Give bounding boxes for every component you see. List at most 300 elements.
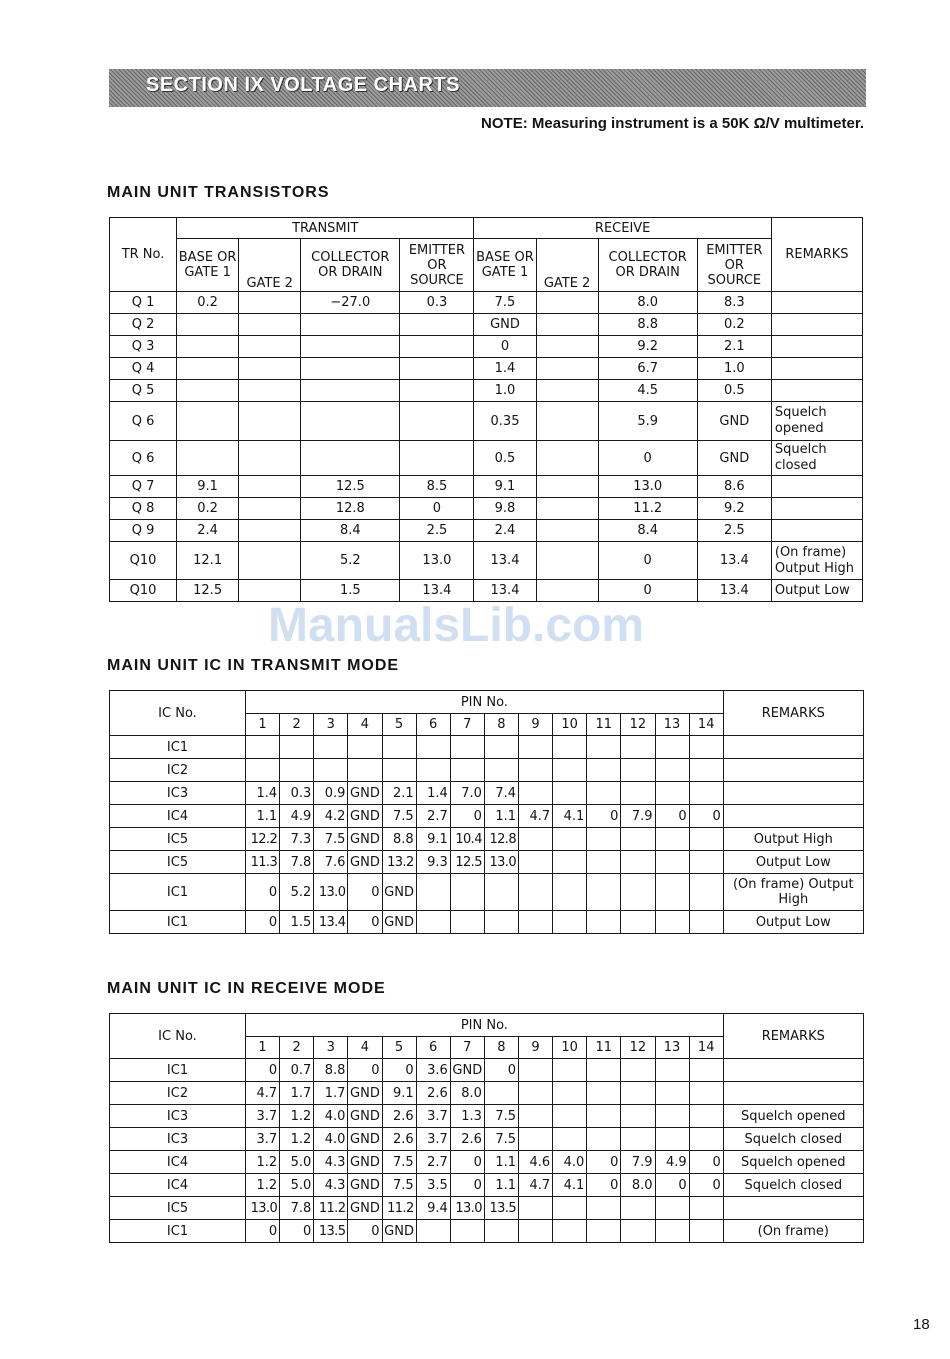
pin-voltage-cell: [587, 828, 621, 851]
transistor-table: [109, 217, 863, 602]
pin-voltage-cell: [348, 736, 382, 759]
table-row: [110, 828, 864, 851]
col-base-receive: BASE OR GATE 1: [474, 239, 536, 292]
remarks-cell: [771, 520, 862, 542]
ic-no-cell: IC5: [110, 851, 246, 874]
pin-voltage-cell: [655, 1220, 689, 1243]
pin-voltage-cell: 4.6: [519, 1151, 553, 1174]
transmit-cell: [177, 358, 239, 380]
pin-voltage-cell: 13.0: [450, 1197, 484, 1220]
transmit-cell: 12.5: [177, 580, 239, 602]
transmit-cell: [301, 441, 400, 476]
pin-voltage-cell: 0: [280, 1220, 314, 1243]
pin-voltage-cell: 9.4: [416, 1197, 450, 1220]
table-row: [110, 874, 864, 911]
pin-voltage-cell: 9.3: [416, 851, 450, 874]
transmit-cell: [177, 336, 239, 358]
pin-voltage-cell: 12.2: [246, 828, 280, 851]
pin-voltage-cell: [519, 759, 553, 782]
receive-cell: GND: [697, 441, 771, 476]
remarks-cell: [771, 380, 862, 402]
pin-voltage-cell: [587, 1105, 621, 1128]
pin-voltage-cell: [655, 1197, 689, 1220]
pin-voltage-cell: [416, 1220, 450, 1243]
pin-voltage-cell: 11.2: [314, 1197, 348, 1220]
remarks-cell: [771, 292, 862, 314]
table-row: [110, 1105, 864, 1128]
pin-voltage-cell: [655, 828, 689, 851]
pin-voltage-cell: 7.5: [382, 805, 416, 828]
ic-receive-table: [109, 1013, 864, 1243]
receive-cell: [536, 402, 598, 441]
receive-cell: 13.4: [697, 542, 771, 580]
remarks-cell: [723, 1197, 863, 1220]
pin-voltage-cell: [484, 736, 518, 759]
receive-cell: [536, 520, 598, 542]
pin-voltage-cell: 13.0: [314, 874, 348, 911]
transmit-cell: 9.1: [177, 476, 239, 498]
receive-cell: 9.1: [474, 476, 536, 498]
pin-voltage-cell: [314, 736, 348, 759]
tr-no-cell: Q10: [110, 580, 177, 602]
table-row: [110, 476, 863, 498]
pin-voltage-cell: [689, 1105, 723, 1128]
pin-voltage-cell: [314, 759, 348, 782]
pin-voltage-cell: [655, 782, 689, 805]
pin-voltage-cell: [553, 1082, 587, 1105]
transmit-cell: [177, 314, 239, 336]
pin-voltage-cell: 0: [655, 805, 689, 828]
pin-voltage-cell: 7.0: [450, 782, 484, 805]
receive-cell: 1.0: [697, 358, 771, 380]
pin-number: 8: [484, 714, 518, 736]
transmit-cell: [400, 358, 474, 380]
pin-voltage-cell: 8.8: [382, 828, 416, 851]
receive-cell: [536, 292, 598, 314]
pin-number: 9: [519, 714, 553, 736]
table-row: [110, 1197, 864, 1220]
pin-voltage-cell: [655, 1128, 689, 1151]
table-row: [110, 782, 864, 805]
transmit-cell: [301, 314, 400, 336]
pin-voltage-cell: 4.1: [553, 805, 587, 828]
ic-no-cell: IC1: [110, 1220, 246, 1243]
col-gate2-transmit: GATE 2: [239, 239, 301, 292]
pin-voltage-cell: [553, 1059, 587, 1082]
pin-voltage-cell: 0: [246, 1220, 280, 1243]
transmit-cell: 1.5: [301, 580, 400, 602]
pin-voltage-cell: [553, 736, 587, 759]
tr-no-cell: Q10: [110, 542, 177, 580]
pin-voltage-cell: 13.0: [246, 1197, 280, 1220]
pin-voltage-cell: [553, 851, 587, 874]
pin-voltage-cell: 10.4: [450, 828, 484, 851]
remarks-cell: [771, 476, 862, 498]
pin-number: 1: [246, 714, 280, 736]
remarks-cell: [771, 498, 862, 520]
table-row: [110, 380, 863, 402]
receive-cell: GND: [697, 402, 771, 441]
table-row: [110, 336, 863, 358]
transmit-cell: [239, 402, 301, 441]
table-row: [110, 1220, 864, 1243]
pin-voltage-cell: [484, 1220, 518, 1243]
tr-no-cell: Q 8: [110, 498, 177, 520]
remarks-cell: [723, 736, 863, 759]
pin-voltage-cell: 1.7: [280, 1082, 314, 1105]
pin-voltage-cell: 3.6: [416, 1059, 450, 1082]
ic-no-cell: IC3: [110, 1105, 246, 1128]
receive-cell: [536, 336, 598, 358]
remarks-cell: [723, 1059, 863, 1082]
pin-voltage-cell: 11.2: [382, 1197, 416, 1220]
pin-voltage-cell: [416, 736, 450, 759]
pin-voltage-cell: 7.9: [621, 1151, 655, 1174]
remarks-cell: Output Low: [723, 911, 863, 934]
tr-no-cell: Q 4: [110, 358, 177, 380]
pin-voltage-cell: [655, 911, 689, 934]
header-row: [110, 1014, 864, 1037]
receive-cell: [536, 542, 598, 580]
receive-cell: 11.2: [598, 498, 697, 520]
transmit-cell: 2.5: [400, 520, 474, 542]
pin-voltage-cell: 8.0: [450, 1082, 484, 1105]
transmit-cell: [400, 402, 474, 441]
pin-voltage-cell: 1.7: [314, 1082, 348, 1105]
pin-voltage-cell: 7.5: [314, 828, 348, 851]
tr-no-cell: Q 6: [110, 402, 177, 441]
transmit-cell: [301, 402, 400, 441]
pin-number: 6: [416, 1037, 450, 1059]
ic-no-header: IC No.: [110, 1014, 246, 1059]
pin-voltage-cell: 2.1: [382, 782, 416, 805]
pin-voltage-cell: [519, 782, 553, 805]
pin-voltage-cell: [621, 1220, 655, 1243]
remarks-cell: Squelch opened: [723, 1151, 863, 1174]
section-banner: [109, 69, 866, 107]
pin-voltage-cell: [689, 1220, 723, 1243]
pin-number: 11: [587, 1037, 621, 1059]
pin-voltage-cell: 5.2: [280, 874, 314, 911]
pin-voltage-cell: [621, 828, 655, 851]
pin-voltage-cell: 3.7: [416, 1105, 450, 1128]
pin-voltage-cell: 0: [348, 874, 382, 911]
pin-number: 4: [348, 714, 382, 736]
pin-voltage-cell: 5.0: [280, 1174, 314, 1197]
pin-voltage-cell: [689, 851, 723, 874]
page-number: 18: [913, 1316, 930, 1333]
pin-voltage-cell: [382, 759, 416, 782]
pin-voltage-cell: 2.6: [382, 1105, 416, 1128]
pin-voltage-cell: [450, 1220, 484, 1243]
pin-voltage-cell: [553, 759, 587, 782]
pin-voltage-cell: [587, 1082, 621, 1105]
transmit-cell: [239, 358, 301, 380]
tr-no-cell: Q 7: [110, 476, 177, 498]
pin-voltage-cell: 0: [246, 911, 280, 934]
ic-no-cell: IC3: [110, 782, 246, 805]
pin-voltage-cell: [553, 1220, 587, 1243]
transmit-cell: [177, 380, 239, 402]
pin-voltage-cell: [587, 911, 621, 934]
receive-cell: 6.7: [598, 358, 697, 380]
ic-no-cell: IC1: [110, 911, 246, 934]
pin-voltage-cell: 7.4: [484, 782, 518, 805]
pin-voltage-cell: 1.5: [280, 911, 314, 934]
pin-voltage-cell: GND: [348, 805, 382, 828]
pin-voltage-cell: 0: [348, 1059, 382, 1082]
measurement-note: NOTE: Measuring instrument is a 50K Ω/V multimeter.: [481, 115, 864, 132]
pin-voltage-cell: [689, 1082, 723, 1105]
ic-no-cell: IC3: [110, 1128, 246, 1151]
receive-cell: [536, 314, 598, 336]
ic-no-cell: IC2: [110, 1082, 246, 1105]
table-row: [110, 759, 864, 782]
pin-voltage-cell: 1.1: [484, 805, 518, 828]
transmit-cell: [239, 520, 301, 542]
pin-number: 11: [587, 714, 621, 736]
pin-voltage-cell: [621, 911, 655, 934]
pin-voltage-cell: GND: [348, 1174, 382, 1197]
pin-number: 13: [655, 1037, 689, 1059]
pin-voltage-cell: 0: [587, 1174, 621, 1197]
pin-voltage-cell: [587, 1197, 621, 1220]
receive-cell: [536, 498, 598, 520]
pin-voltage-cell: [621, 1197, 655, 1220]
pin-voltage-cell: 11.3: [246, 851, 280, 874]
pin-voltage-cell: 5.0: [280, 1151, 314, 1174]
table-row: [110, 542, 863, 580]
transmit-cell: 8.5: [400, 476, 474, 498]
pin-voltage-cell: 4.9: [280, 805, 314, 828]
pin-voltage-cell: 0: [450, 1151, 484, 1174]
pin-number: 7: [450, 714, 484, 736]
pin-voltage-cell: [519, 736, 553, 759]
transmit-cell: [177, 402, 239, 441]
pin-voltage-cell: 4.7: [246, 1082, 280, 1105]
remarks-cell: [723, 805, 863, 828]
pin-voltage-cell: [280, 736, 314, 759]
receive-cell: 8.4: [598, 520, 697, 542]
transmit-cell: [239, 542, 301, 580]
pin-voltage-cell: [689, 1197, 723, 1220]
transmit-header: TRANSMIT: [177, 218, 474, 239]
remarks-cell: Output Low: [771, 580, 862, 602]
pin-voltage-cell: [416, 874, 450, 911]
pin-voltage-cell: [655, 851, 689, 874]
pin-voltage-cell: [519, 1128, 553, 1151]
pin-voltage-cell: GND: [382, 911, 416, 934]
pin-voltage-cell: 4.7: [519, 1174, 553, 1197]
col-collector-transmit: COLLECTOR OR DRAIN: [301, 239, 400, 292]
tr-no-header: TR No.: [110, 218, 177, 292]
pin-voltage-cell: [553, 828, 587, 851]
transmit-cell: 12.8: [301, 498, 400, 520]
transmit-cell: [239, 441, 301, 476]
pin-number: 8: [484, 1037, 518, 1059]
pin-number: 10: [553, 714, 587, 736]
receive-cell: 0: [598, 441, 697, 476]
receive-cell: 9.2: [697, 498, 771, 520]
ic-transmit-table: [109, 690, 864, 934]
pin-voltage-cell: 4.7: [519, 805, 553, 828]
pin-voltage-cell: 7.5: [484, 1128, 518, 1151]
pin-voltage-cell: 1.1: [246, 805, 280, 828]
pin-voltage-cell: [246, 736, 280, 759]
receive-cell: 0.5: [697, 380, 771, 402]
pin-voltage-cell: 0: [484, 1059, 518, 1082]
pin-voltage-cell: [553, 911, 587, 934]
remarks-cell: (On frame): [723, 1220, 863, 1243]
receive-cell: 13.4: [474, 580, 536, 602]
col-gate2-receive: GATE 2: [536, 239, 598, 292]
receive-cell: 4.5: [598, 380, 697, 402]
pin-voltage-cell: 3.7: [246, 1128, 280, 1151]
pin-voltage-cell: 4.1: [553, 1174, 587, 1197]
transmit-cell: [239, 498, 301, 520]
pin-voltage-cell: 0: [689, 1174, 723, 1197]
pin-number: 7: [450, 1037, 484, 1059]
transmit-cell: [400, 441, 474, 476]
pin-voltage-cell: [484, 759, 518, 782]
pin-voltage-cell: 1.4: [416, 782, 450, 805]
pin-voltage-cell: [655, 759, 689, 782]
pin-voltage-cell: [519, 1105, 553, 1128]
pin-voltage-cell: GND: [348, 1082, 382, 1105]
table-row: [110, 851, 864, 874]
transmit-cell: 13.4: [400, 580, 474, 602]
pin-number: 12: [621, 714, 655, 736]
remarks-cell: Squelch closed: [771, 441, 862, 476]
pin-number: 12: [621, 1037, 655, 1059]
receive-cell: 1.0: [474, 380, 536, 402]
pin-voltage-cell: [587, 759, 621, 782]
receive-cell: 0: [598, 542, 697, 580]
pin-voltage-cell: 0.7: [280, 1059, 314, 1082]
pin-voltage-cell: 0: [689, 805, 723, 828]
receive-cell: 8.0: [598, 292, 697, 314]
pin-voltage-cell: [553, 1128, 587, 1151]
pin-number: 10: [553, 1037, 587, 1059]
pin-voltage-cell: [621, 782, 655, 805]
pin-voltage-cell: 1.3: [450, 1105, 484, 1128]
pin-voltage-cell: 3.7: [416, 1128, 450, 1151]
pin-number: 2: [280, 1037, 314, 1059]
receive-cell: 8.8: [598, 314, 697, 336]
pin-number: 5: [382, 714, 416, 736]
pin-number: 13: [655, 714, 689, 736]
transmit-cell: [301, 380, 400, 402]
transmit-cell: 2.4: [177, 520, 239, 542]
receive-cell: 2.5: [697, 520, 771, 542]
pin-voltage-cell: 2.6: [416, 1082, 450, 1105]
pin-voltage-cell: [621, 1082, 655, 1105]
receive-cell: 9.8: [474, 498, 536, 520]
receive-cell: 0.2: [697, 314, 771, 336]
pin-voltage-cell: 13.4: [314, 911, 348, 934]
receive-cell: 0.5: [474, 441, 536, 476]
pin-voltage-cell: GND: [348, 851, 382, 874]
transmit-cell: [400, 314, 474, 336]
pin-voltage-cell: [655, 874, 689, 911]
receive-cell: 0.35: [474, 402, 536, 441]
tr-no-cell: Q 5: [110, 380, 177, 402]
transmit-cell: 12.5: [301, 476, 400, 498]
ic-no-cell: IC1: [110, 736, 246, 759]
pin-no-header: PIN No.: [246, 691, 724, 714]
table-row: [110, 1082, 864, 1105]
pin-voltage-cell: [416, 911, 450, 934]
pin-voltage-cell: [280, 759, 314, 782]
receive-header: RECEIVE: [474, 218, 771, 239]
pin-voltage-cell: [621, 1059, 655, 1082]
transmit-cell: [239, 476, 301, 498]
remarks-cell: [723, 1082, 863, 1105]
pin-voltage-cell: [689, 874, 723, 911]
transmit-cell: 0.2: [177, 292, 239, 314]
pin-voltage-cell: [246, 759, 280, 782]
pin-voltage-cell: 7.6: [314, 851, 348, 874]
pin-number: 6: [416, 714, 450, 736]
pin-voltage-cell: [621, 1105, 655, 1128]
ic-no-cell: IC4: [110, 1174, 246, 1197]
pin-voltage-cell: 7.8: [280, 1197, 314, 1220]
pin-voltage-cell: [553, 1197, 587, 1220]
pin-voltage-cell: GND: [382, 874, 416, 911]
pin-voltage-cell: 0: [246, 874, 280, 911]
pin-no-header: PIN No.: [246, 1014, 724, 1037]
receive-cell: 0: [474, 336, 536, 358]
section-title: SECTION IX VOLTAGE CHARTS: [146, 74, 460, 96]
pin-voltage-cell: 13.0: [484, 851, 518, 874]
ic-no-header: IC No.: [110, 691, 246, 736]
pin-voltage-cell: [519, 1220, 553, 1243]
receive-cell: 13.4: [697, 580, 771, 602]
pin-voltage-cell: 1.2: [280, 1105, 314, 1128]
pin-voltage-cell: [689, 1128, 723, 1151]
ic-no-cell: IC4: [110, 805, 246, 828]
ic-no-cell: IC1: [110, 874, 246, 911]
pin-voltage-cell: [450, 736, 484, 759]
table-row: [110, 736, 864, 759]
table-row: [110, 358, 863, 380]
pin-voltage-cell: 8.0: [621, 1174, 655, 1197]
pin-voltage-cell: [519, 1082, 553, 1105]
pin-voltage-cell: [655, 736, 689, 759]
remarks-cell: Squelch opened: [771, 402, 862, 441]
pin-voltage-cell: [450, 759, 484, 782]
remarks-cell: [771, 314, 862, 336]
pin-voltage-cell: [484, 1082, 518, 1105]
pin-voltage-cell: [587, 1059, 621, 1082]
table-row: [110, 314, 863, 336]
transmit-cell: −27.0: [301, 292, 400, 314]
pin-voltage-cell: [450, 874, 484, 911]
pin-voltage-cell: GND: [348, 1197, 382, 1220]
pin-voltage-cell: 2.6: [450, 1128, 484, 1151]
pin-voltage-cell: 1.1: [484, 1174, 518, 1197]
transmit-cell: [239, 380, 301, 402]
remarks-header: REMARKS: [723, 1014, 863, 1059]
transmit-cell: 8.4: [301, 520, 400, 542]
remarks-cell: [723, 759, 863, 782]
pin-voltage-cell: 13.5: [314, 1220, 348, 1243]
pin-voltage-cell: 7.3: [280, 828, 314, 851]
pin-voltage-cell: 1.2: [280, 1128, 314, 1151]
pin-voltage-cell: GND: [348, 782, 382, 805]
pin-voltage-cell: [519, 828, 553, 851]
pin-voltage-cell: [655, 1082, 689, 1105]
